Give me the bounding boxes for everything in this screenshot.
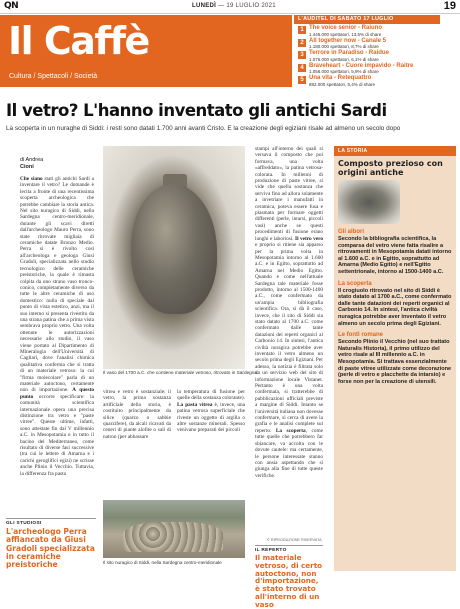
nuraghe-site-photo xyxy=(103,500,245,558)
sidebar-section-title: Le fonti romane xyxy=(338,332,384,339)
auditel-program: Una vita - Retequattro xyxy=(309,75,372,81)
sidebar-headline: Composto prezioso con origini antiche xyxy=(338,159,443,177)
pull-quote-text: Il materiale vetroso, di certo autoctono, non d'importazione, è stato trovato all'interno di un vaso xyxy=(255,553,323,609)
auditel-stats: 882.000 spettatori, 5,4% di share xyxy=(309,81,376,87)
auditel-rank: 5 xyxy=(298,76,306,84)
auditel-box xyxy=(294,15,440,87)
auditel-item xyxy=(298,38,436,50)
body-text: stampi all'interno dei quali si versava il composto che poi formava, una volta «affreddato», la patina vetrosa-colorata. In millenni di produzione di paste vitree, si vide che quella sostanza che serviva fino ad allora solamente a invetriare i manufatti in ceramica, poteva essere fusa e plasmata per formare oggetti differenti (perle, intarsi, piccoli vasi) anche se questi procedimenti di fusione erano lunghi e laboriosi. xyxy=(255,146,323,242)
auditel-stats: 1.056.000 spettatori, 5,9% di share xyxy=(309,69,379,74)
auditel-program: All together now - Canale 5 xyxy=(309,37,387,44)
vase-photo-caption: Il vaso del 1700 a.C. che contiene materiale vetroso, ritrovato in Sardegna xyxy=(103,370,257,375)
article-column-1 xyxy=(20,176,94,514)
auditel-item xyxy=(298,50,436,62)
sidebar-section xyxy=(334,276,456,328)
auditel-item xyxy=(298,63,436,75)
auditel-rank: 3 xyxy=(298,51,306,59)
section-title: Il Caffè xyxy=(8,19,149,63)
top-bar xyxy=(0,0,460,14)
auditel-rank: 4 xyxy=(298,64,306,72)
issue-date-text: — 19 LUGLIO 2021 xyxy=(218,3,276,9)
body-text: stati gli antichi Sardi a inventare il vetro? Le domande è lecita a fronte di una recentissima scoperta archeologica che potrebbe cambiare la storia antica. Nel sito nuragico di Siddi, nella Sardegna centro-meridionale, durante gli scavi diretti dall'archeologo Mauro Perra, sono state ritrovate migliaia di ceramiche datate Bronzo Medio. Perra si è rivolto così all'archeologa e geologa Giusi Gradoli, specializzata nello studio tecnologico delle ceramiche preistoriche, la quale è rimasta colpita da uno strano vaso tronco-conico, completamente diverso da tutte le altre ceramiche di uso domestico: nulla di speciale dal punto di vista estetico, anzi, ma il suo interno si presenta rivestito da una strana patina che a prima vista sembrava proprio vetro. Una volta ottenute le autorizzazioni necessarie allo studio, il vaso viene portato al Dipartimento di Mineralogia dell'Università di Cagliari, dove l'analisi chimica qualitativa conferma che si tratta di un materiale vetroso: la cui "firma molecolare" parla di un materiale autoctono, certamente non di importazione. xyxy=(20,176,94,394)
byline-name: Cioni xyxy=(20,164,34,170)
newspaper-logo: QN xyxy=(4,1,19,11)
vase-photo xyxy=(103,146,245,369)
sidebar-thumbnail xyxy=(338,180,400,224)
site-photo-caption: Il sito nuragico di Siddi, nella Sardegna centro-meridionale xyxy=(103,560,222,565)
auditel-header: L'AUDITEL DI SABATO 17 LUGLIO xyxy=(294,15,440,24)
article-column-4 xyxy=(255,146,323,544)
lead-in: La scoperta xyxy=(275,427,306,434)
copyright-note: © RIPRODUZIONE RISERVATA xyxy=(267,538,322,542)
auditel-program: Braveheart - Cuore impavido - Raitre xyxy=(309,62,414,69)
sidebar-section-body: Secondo la bibliografia scientifica, la comparsa del vetro viene fatta risalire a ritrovamenti in Mesopotamia datati intorno al 1.600 a.C. e in Egitto, soprattutto ad Amarna (Medio Egitto) e nell'Egitto settentrionale, intorno al 1500-1400 a.C. xyxy=(338,236,452,275)
auditel-list xyxy=(294,24,440,89)
vase-shape xyxy=(131,184,217,314)
article-column-2 xyxy=(103,389,171,496)
sidebar-section-title: Gli albori xyxy=(338,229,365,235)
lead-in: A questo punto xyxy=(20,387,95,400)
lead-in: Che siano xyxy=(20,176,43,182)
auditel-program: The voice senior - Raiuno xyxy=(309,25,383,31)
issue-day: LUNEDÌ xyxy=(192,3,217,9)
auditel-stats: 1.180.000 spettatori, 8,7% di share xyxy=(309,44,379,49)
history-sidebar xyxy=(334,146,456,571)
auditel-program: Terrore in Paradiso - Raidue xyxy=(309,50,389,56)
article-column-3 xyxy=(177,389,245,496)
article-byline xyxy=(20,157,43,171)
article-standfirst: La scoperta in un nuraghe di Siddi: i resti sono datati 1.700 anni avanti Cristo. E la creazione degli egiziani risale ad almeno un secolo dopo xyxy=(6,125,401,132)
pull-quote-tag: GLI STUDIOSI xyxy=(6,518,96,526)
sidebar-section-body: Il crogiuolo ritrovato nel sito di Siddi è stato datato al 1700 a.C., come confermato dalle tante datazioni dei reperti organici al Carbonio 14. In sintesi, l'antica civiltà nuragica potrebbe aver inventato il vetro almeno un secolo prima degli Egiziani. xyxy=(338,287,452,327)
byline-prefix: di Andrea xyxy=(20,157,44,163)
body-text: e proprio si ritiene sia apparso per la prima volta in Mesopotamia intorno al 1.600 a.C. e in Egitto, soprattutto ad Amarna nel Medio Egitto. Quando e come nell'attuale Sardegna tale materiale fosse prodotto, intorno al 1500-1400 a.C., come confermato da un'ampia bibliografia scientifica. Ora, si dà il caso, invece, che il sito di Siddi sia stato datato al 1700 a.C. come confermato dalle tante datazioni dei reperti organici al Carbonio 14. In sintesi, l'antica civiltà nuragica potrebbe aver inventato il vetro almeno un secolo prima degli Egiziani. Per adesso, la notizia è filtrata solo da un servizio web del sito di informazione locale Vistanet. Pertanto è una volta confermata, si tratterebbe di pubblicazioni ufficiali previste a margine di Siddi. Intanto se l'università italiana non dovesse confermare, si cerca di avere la grafia e le analisi complete sul reperto. xyxy=(255,242,323,434)
body-text: occorre specificare: la comunità scientifica internazionale opera una precisa distinzione tra vetro e "paste vitree". Queste ultime, infatti, sono attestate fin dal V millennio a.C. in Mesopotamia e in tutto il bacino del Mediterraneo, come risultato di diverse fasi successive (tra cui le lettere di Amarna e i carichi geroglifici egizi) ne scrisse anche Plinio il Vecchio. Tuttavia, la differenza fra pasta xyxy=(20,393,94,477)
auditel-rank: 1 xyxy=(298,26,306,34)
pull-quote-reperto xyxy=(255,545,323,609)
issue-date xyxy=(192,3,276,9)
auditel-stats: 1.445.000 spettatori, 13,5% di share xyxy=(309,31,382,37)
pull-quote-studiosi xyxy=(6,518,96,569)
stone-ruins-shape xyxy=(123,522,223,552)
page-number: 19 xyxy=(443,0,456,12)
sidebar-section xyxy=(334,327,456,385)
pull-quote-text: L'archeologo Perra affiancato da Giusi Gradoli specializzata in ceramiche preistoriche xyxy=(6,527,95,570)
lead-in: La pasta vitrea xyxy=(177,401,213,408)
auditel-item xyxy=(298,75,436,87)
section-subtitle: Cultura / Spettacoli / Società xyxy=(9,73,98,80)
sidebar-section xyxy=(334,224,456,276)
auditel-rank: 2 xyxy=(298,39,306,47)
article-headline: Il vetro? L'hanno inventato gli antichi Sardi xyxy=(6,101,387,120)
lead-in: Il vetro vero xyxy=(295,235,323,242)
body-text: , come tutte quelle che potrebbero far sbiancare, va accolta con le dovute cautele: ma certamente, le persone interessate stanno con ansia aspettando che si giunga alla fine di tutte queste verifiche. xyxy=(255,427,323,479)
sidebar-label: LA STORIA xyxy=(334,146,456,156)
auditel-stats: 1.076.000 spettatori, 6,1% di share xyxy=(309,56,379,62)
sidebar-section-body: Secondo Plinio il Vecchio (nel suo trattato Naturalis Historia), il primo utilizzo del vetro risale al III millennio a.C. in Mesopotamia. Si trattava essenzialmente di paste vitree utilizzate come decorazione (perle di vetro e placchette da intarsio) e forse non per la creazione di utensili. xyxy=(338,339,452,385)
body-text: la temperatura di fusione per quelle della sostanza colorante). xyxy=(177,389,245,402)
body-text: vitrea e vetro è sostanziale: il vetro, la prima sostanza artificiale della storia, è costituito principalmente da silice (quarzo o sabbie quarzifere), da alcali ricavati da ceneri di piante alofite o sali di natron (per abbassare xyxy=(103,389,171,440)
body-text: è, invece, una patina vetrosa superficiale che riveste un oggetto di argilla o altre sostanze minerali. Spesso venivano preparati dei piccoli xyxy=(177,401,245,434)
section-masthead xyxy=(0,15,292,87)
auditel-item xyxy=(298,25,436,37)
sidebar-section-title: La scoperta xyxy=(338,280,372,287)
pull-quote-tag: IL REPERTO xyxy=(255,545,323,553)
